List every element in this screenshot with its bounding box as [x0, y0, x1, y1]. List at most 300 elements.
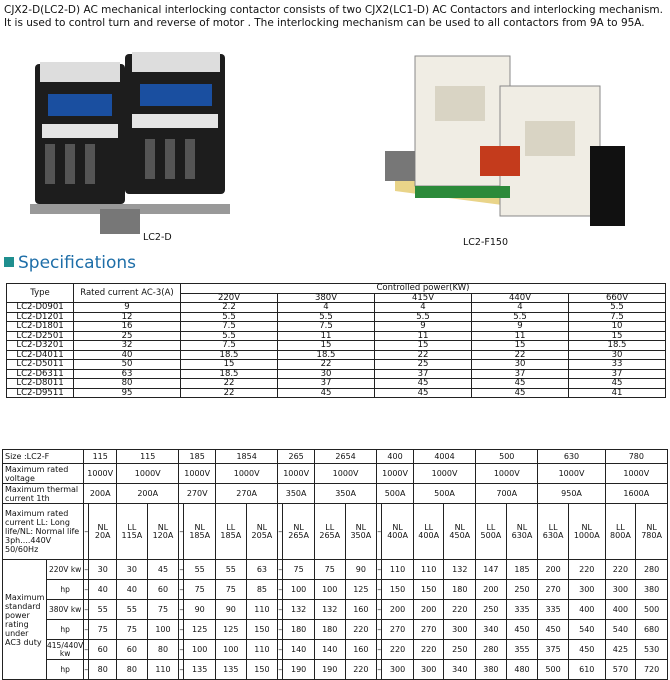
kw-cell: – [278, 600, 283, 620]
size-cell: 630 [538, 450, 605, 464]
table-row [3, 560, 668, 580]
size-cell: 400 [377, 450, 414, 464]
value-cell: 22 [181, 388, 278, 398]
kw-cell: 425 [605, 640, 636, 660]
hp-cell: 150 [413, 580, 444, 600]
thermal-cell: 350A [278, 484, 315, 504]
table-row [3, 450, 668, 464]
kw-cell: 250 [444, 640, 476, 660]
kw-cell: 160 [345, 640, 377, 660]
table-row [3, 580, 668, 600]
table-row [7, 341, 666, 351]
kw-cell: 110 [246, 640, 278, 660]
hp-cell: 300 [413, 660, 444, 680]
value-cell: 5.5 [569, 303, 666, 313]
kw-cell: 55 [117, 600, 148, 620]
hp-cell: 540 [568, 620, 605, 640]
table-row [7, 331, 666, 341]
kw-cell: – [278, 640, 283, 660]
value-cell: 22 [375, 350, 472, 360]
value-cell: 11 [278, 331, 375, 341]
value-cell: 11 [472, 331, 569, 341]
table-row [7, 360, 666, 370]
voltage-header: 220V [181, 293, 278, 303]
type-cell: LC2-D1801 [7, 322, 74, 332]
kw-cell: 530 [636, 640, 668, 660]
hp-cell: 100 [314, 580, 345, 600]
table-row [3, 640, 668, 660]
current-cell: NL 120A [147, 504, 179, 560]
value-cell: 4 [472, 303, 569, 313]
type-cell: LC2-D9511 [7, 388, 74, 398]
lc2-f-spec-table [2, 449, 668, 680]
max-voltage-label: Maximum rated voltage [3, 464, 84, 484]
hp-cell: 340 [476, 620, 507, 640]
voltage-header: 660V [569, 293, 666, 303]
value-cell: 7.5 [181, 322, 278, 332]
hp-cell: 135 [216, 660, 247, 680]
value-cell: 45 [278, 388, 375, 398]
value-cell: 5.5 [181, 312, 278, 322]
hp-unit: hp [47, 580, 84, 600]
kw-cell: 185 [506, 560, 538, 580]
kw-cell: – [84, 600, 89, 620]
value-cell: 15 [472, 341, 569, 351]
type-cell: LC2-D5011 [7, 360, 74, 370]
thermal-cell: 1600A [605, 484, 667, 504]
table-row [3, 660, 668, 680]
value-cell: 5.5 [278, 312, 375, 322]
size-cell: 500 [476, 450, 538, 464]
kw-cell: 63 [246, 560, 278, 580]
kw-cell: 100 [184, 640, 216, 660]
table-row [7, 312, 666, 322]
kw-cell: 100 [216, 640, 247, 660]
thermal-label: Maximum thermal current 1th [3, 484, 84, 504]
value-cell: 12 [74, 312, 181, 322]
hp-cell: 380 [636, 580, 668, 600]
kw-cell: – [377, 600, 382, 620]
hp-cell: 500 [538, 660, 569, 680]
kw-cell: 75 [314, 560, 345, 580]
hp-cell: 60 [147, 580, 179, 600]
value-cell: 18.5 [569, 341, 666, 351]
hp-cell: – [84, 620, 89, 640]
voltage-header: 380V [278, 293, 375, 303]
voltage-cell: 1000V [476, 464, 538, 484]
kw-cell: 90 [184, 600, 216, 620]
hp-cell: 380 [476, 660, 507, 680]
kw-cell: 80 [147, 640, 179, 660]
table-row [7, 388, 666, 398]
voltage-header: 415V [375, 293, 472, 303]
hp-cell: 480 [506, 660, 538, 680]
kw-cell: 200 [538, 560, 569, 580]
kw-cell: 200 [382, 600, 414, 620]
hp-cell: – [179, 620, 184, 640]
kw-cell: 375 [538, 640, 569, 660]
voltage-cell: 1000V [278, 464, 315, 484]
kw-cell: – [179, 600, 184, 620]
table-row [7, 379, 666, 389]
lc2-f150-photo [385, 46, 630, 256]
hp-cell: – [179, 660, 184, 680]
kw-cell: – [377, 560, 382, 580]
kw-cell: – [179, 560, 184, 580]
hp-cell: 180 [314, 620, 345, 640]
kw-cell: 400 [605, 600, 636, 620]
power-voltage: 380V kw [47, 600, 84, 620]
value-cell: 4 [278, 303, 375, 313]
hp-cell: – [278, 660, 283, 680]
current-cell: LL 265A [314, 504, 345, 560]
kw-cell: 335 [506, 600, 538, 620]
value-cell: 45 [472, 388, 569, 398]
kw-cell: 200 [413, 600, 444, 620]
current-cell: LL 500A [476, 504, 507, 560]
voltage-cell: 1000V [605, 464, 667, 484]
value-cell: 45 [375, 379, 472, 389]
value-cell: 18.5 [181, 350, 278, 360]
size-cell: 115 [117, 450, 179, 464]
intro-text [4, 4, 668, 30]
kw-cell: 220 [413, 640, 444, 660]
hp-cell: 100 [147, 620, 179, 640]
current-cell: NL 630A [506, 504, 538, 560]
header-controlled-power: Controlled power(KW) [181, 284, 666, 294]
hp-cell: 75 [216, 580, 247, 600]
size-cell: 1854 [216, 450, 278, 464]
lc2-d-photo [20, 44, 250, 244]
voltage-cell: 1000V [413, 464, 475, 484]
kw-cell: 75 [147, 600, 179, 620]
size-cell: 115 [84, 450, 117, 464]
value-cell: 5.5 [472, 312, 569, 322]
current-cell: LL 185A [216, 504, 247, 560]
table-row [3, 600, 668, 620]
thermal-cell: 700A [476, 484, 538, 504]
value-cell: 37 [278, 379, 375, 389]
kw-cell: 220 [568, 560, 605, 580]
hp-cell: 180 [283, 620, 315, 640]
hp-cell: 570 [605, 660, 636, 680]
kw-cell: 132 [314, 600, 345, 620]
hp-cell: 300 [382, 660, 414, 680]
kw-cell: 132 [444, 560, 476, 580]
hp-cell: 40 [89, 580, 117, 600]
kw-cell: 220 [382, 640, 414, 660]
hp-cell: – [278, 620, 283, 640]
kw-cell: 132 [283, 600, 315, 620]
value-cell: 41 [569, 388, 666, 398]
hp-cell: 680 [636, 620, 668, 640]
hp-cell: – [278, 580, 283, 600]
value-cell: 18.5 [181, 369, 278, 379]
value-cell: 18.5 [278, 350, 375, 360]
size-cell: 780 [605, 450, 667, 464]
value-cell: 11 [375, 331, 472, 341]
hp-cell: 150 [382, 580, 414, 600]
intro-line-2: It is used to control turn and reverse of motor . The interlocking mechanism can be used to all contactors from 9A to 95A. [4, 17, 645, 29]
value-cell: 5.5 [375, 312, 472, 322]
kw-cell: 220 [444, 600, 476, 620]
kw-unit: kw [68, 604, 82, 614]
type-cell: LC2-D2501 [7, 331, 74, 341]
table-row [7, 303, 666, 313]
current-cell: – [84, 504, 89, 560]
kw-cell: 355 [506, 640, 538, 660]
current-cell: NL 350A [345, 504, 377, 560]
hp-cell: 75 [117, 620, 148, 640]
value-cell: 63 [74, 369, 181, 379]
hp-unit: hp [47, 620, 84, 640]
current-cell: – [278, 504, 283, 560]
value-cell: 9 [375, 322, 472, 332]
header-type: Type [7, 284, 74, 303]
kw-cell: 220 [605, 560, 636, 580]
hp-cell: 125 [184, 620, 216, 640]
power-voltage: 415/440V kw [47, 641, 84, 658]
current-cell: NL 1000A [568, 504, 605, 560]
voltage-cell: 1000V [84, 464, 117, 484]
value-cell: 10 [569, 322, 666, 332]
hp-cell: 85 [246, 580, 278, 600]
type-cell: LC2-D1201 [7, 312, 74, 322]
hp-cell: 720 [636, 660, 668, 680]
voltage-cell: 1000V [377, 464, 414, 484]
current-cell: – [377, 504, 382, 560]
value-cell: 40 [74, 350, 181, 360]
table-row [7, 350, 666, 360]
hp-cell: 300 [444, 620, 476, 640]
current-cell: NL 400A [382, 504, 414, 560]
current-cell: LL 630A [538, 504, 569, 560]
kw-cell: 335 [538, 600, 569, 620]
hp-cell: 270 [382, 620, 414, 640]
voltage-cell: 1000V [179, 464, 216, 484]
current-cell: NL 185A [184, 504, 216, 560]
hp-cell: 300 [605, 580, 636, 600]
table-row [3, 464, 668, 484]
value-cell: 45 [472, 379, 569, 389]
hp-cell: 200 [476, 580, 507, 600]
kw-cell: 450 [568, 640, 605, 660]
hp-cell: 150 [246, 620, 278, 640]
value-cell: 15 [278, 341, 375, 351]
current-cell: NL 780A [636, 504, 668, 560]
value-cell: 45 [569, 379, 666, 389]
voltage-cell: 1000V [314, 464, 376, 484]
voltage-cell: 1000V [538, 464, 605, 484]
size-cell: 4004 [413, 450, 475, 464]
value-cell: 22 [472, 350, 569, 360]
value-cell: 25 [375, 360, 472, 370]
kw-cell: 90 [345, 560, 377, 580]
thermal-cell: 200A [84, 484, 117, 504]
kw-unit: kw [59, 648, 71, 658]
specifications-label: Specifications [18, 253, 137, 273]
value-cell: 95 [74, 388, 181, 398]
kw-cell: – [377, 640, 382, 660]
power-voltage: 220V kw [47, 560, 84, 580]
hp-cell: 610 [568, 660, 605, 680]
hp-cell: 340 [444, 660, 476, 680]
kw-cell: 250 [476, 600, 507, 620]
thermal-cell: 200A [117, 484, 179, 504]
table-row [7, 369, 666, 379]
kw-cell: 45 [147, 560, 179, 580]
kw-cell: 280 [476, 640, 507, 660]
value-cell: 80 [74, 379, 181, 389]
kw-cell: – [179, 640, 184, 660]
kw-cell: 55 [89, 600, 117, 620]
value-cell: 30 [278, 369, 375, 379]
value-cell: 2.2 [181, 303, 278, 313]
hp-cell: 80 [117, 660, 148, 680]
hp-unit: hp [47, 660, 84, 680]
kw-cell: 90 [216, 600, 247, 620]
kw-cell: 110 [382, 560, 414, 580]
power-rating-label: Maximum standard power rating under AC3 duty [3, 560, 47, 680]
value-cell: 37 [472, 369, 569, 379]
size-label: Size :LC2-F [3, 450, 84, 464]
specifications-heading [4, 253, 136, 273]
kw-cell: – [84, 560, 89, 580]
type-cell: LC2-D3201 [7, 341, 74, 351]
hp-cell: 270 [413, 620, 444, 640]
voltage-cell: 1000V [216, 464, 278, 484]
hp-cell: 125 [216, 620, 247, 640]
current-cell: NL 265A [283, 504, 315, 560]
value-cell: 15 [375, 341, 472, 351]
value-cell: 16 [74, 322, 181, 332]
kw-cell: 140 [283, 640, 315, 660]
hp-cell: – [84, 580, 89, 600]
rated-current-label: Maximum rated current LL: Long life/NL: Normal life 3ph....440V 50/60Hz [3, 504, 84, 560]
size-cell: 185 [179, 450, 216, 464]
hp-cell: 150 [246, 660, 278, 680]
hp-cell: 220 [345, 620, 377, 640]
value-cell: 7.5 [569, 312, 666, 322]
value-cell: 15 [569, 331, 666, 341]
kw-cell: 75 [283, 560, 315, 580]
kw-cell: 280 [636, 560, 668, 580]
hp-cell: – [84, 660, 89, 680]
thermal-cell: 350A [314, 484, 376, 504]
kw-cell: – [84, 640, 89, 660]
table-row [3, 504, 668, 560]
kw-cell: 110 [413, 560, 444, 580]
kw-unit: kw [68, 564, 82, 574]
hp-cell: 100 [283, 580, 315, 600]
current-cell: LL 800A [605, 504, 636, 560]
square-bullet-icon [4, 257, 14, 267]
value-cell: 37 [375, 369, 472, 379]
size-cell: 265 [278, 450, 315, 464]
kw-cell: 30 [117, 560, 148, 580]
kw-cell: 160 [345, 600, 377, 620]
type-cell: LC2-D4011 [7, 350, 74, 360]
lc2-d-spec-table [6, 283, 666, 398]
value-cell: 15 [181, 360, 278, 370]
thermal-cell: 270A [216, 484, 278, 504]
value-cell: 4 [375, 303, 472, 313]
hp-cell: 125 [345, 580, 377, 600]
hp-cell: 450 [506, 620, 538, 640]
value-cell: 30 [569, 350, 666, 360]
value-cell: 7.5 [278, 322, 375, 332]
kw-cell: – [278, 560, 283, 580]
value-cell: 45 [375, 388, 472, 398]
hp-cell: 135 [184, 660, 216, 680]
table-row [3, 484, 668, 504]
hp-cell: 40 [117, 580, 148, 600]
kw-cell: 400 [568, 600, 605, 620]
hp-cell: 75 [89, 620, 117, 640]
thermal-cell: 500A [377, 484, 414, 504]
kw-cell: 60 [117, 640, 148, 660]
hp-cell: 190 [283, 660, 315, 680]
hp-cell: 180 [444, 580, 476, 600]
intro-line-1: CJX2-D(LC2-D) AC mechanical interlocking contactor consists of two CJX2(LC1-D) AC Contactors and interlocking mechanism. [4, 4, 663, 16]
header-rated-current: Rated current AC-3(A) [74, 284, 181, 303]
value-cell: 32 [74, 341, 181, 351]
current-cell: LL 115A [117, 504, 148, 560]
hp-cell: 190 [314, 660, 345, 680]
hp-cell: 110 [147, 660, 179, 680]
kw-cell: 110 [246, 600, 278, 620]
type-cell: LC2-D8011 [7, 379, 74, 389]
caption-lc2-f150: LC2-F150 [463, 237, 508, 248]
hp-cell: 450 [538, 620, 569, 640]
hp-cell: 300 [568, 580, 605, 600]
hp-cell: – [377, 580, 382, 600]
kw-cell: 55 [216, 560, 247, 580]
hp-cell: – [377, 620, 382, 640]
hp-cell: 220 [345, 660, 377, 680]
value-cell: 9 [74, 303, 181, 313]
type-cell: LC2-D6311 [7, 369, 74, 379]
thermal-cell: 270V [179, 484, 216, 504]
table-row [3, 620, 668, 640]
value-cell: 50 [74, 360, 181, 370]
current-cell: NL 205A [246, 504, 278, 560]
table-row [7, 322, 666, 332]
value-cell: 22 [181, 379, 278, 389]
value-cell: 7.5 [181, 341, 278, 351]
caption-lc2-d: LC2-D [143, 232, 172, 243]
voltage-header: 440V [472, 293, 569, 303]
kw-cell: 55 [184, 560, 216, 580]
hp-cell: – [377, 660, 382, 680]
current-cell: LL 400A [413, 504, 444, 560]
current-cell: – [179, 504, 184, 560]
kw-cell: 140 [314, 640, 345, 660]
hp-cell: 270 [538, 580, 569, 600]
hp-cell: 540 [605, 620, 636, 640]
thermal-cell: 500A [413, 484, 475, 504]
current-cell: NL 20A [89, 504, 117, 560]
value-cell: 5.5 [181, 331, 278, 341]
value-cell: 9 [472, 322, 569, 332]
hp-cell: 80 [89, 660, 117, 680]
value-cell: 25 [74, 331, 181, 341]
value-cell: 22 [278, 360, 375, 370]
value-cell: 30 [472, 360, 569, 370]
kw-cell: 500 [636, 600, 668, 620]
kw-cell: 147 [476, 560, 507, 580]
type-cell: LC2-D0901 [7, 303, 74, 313]
